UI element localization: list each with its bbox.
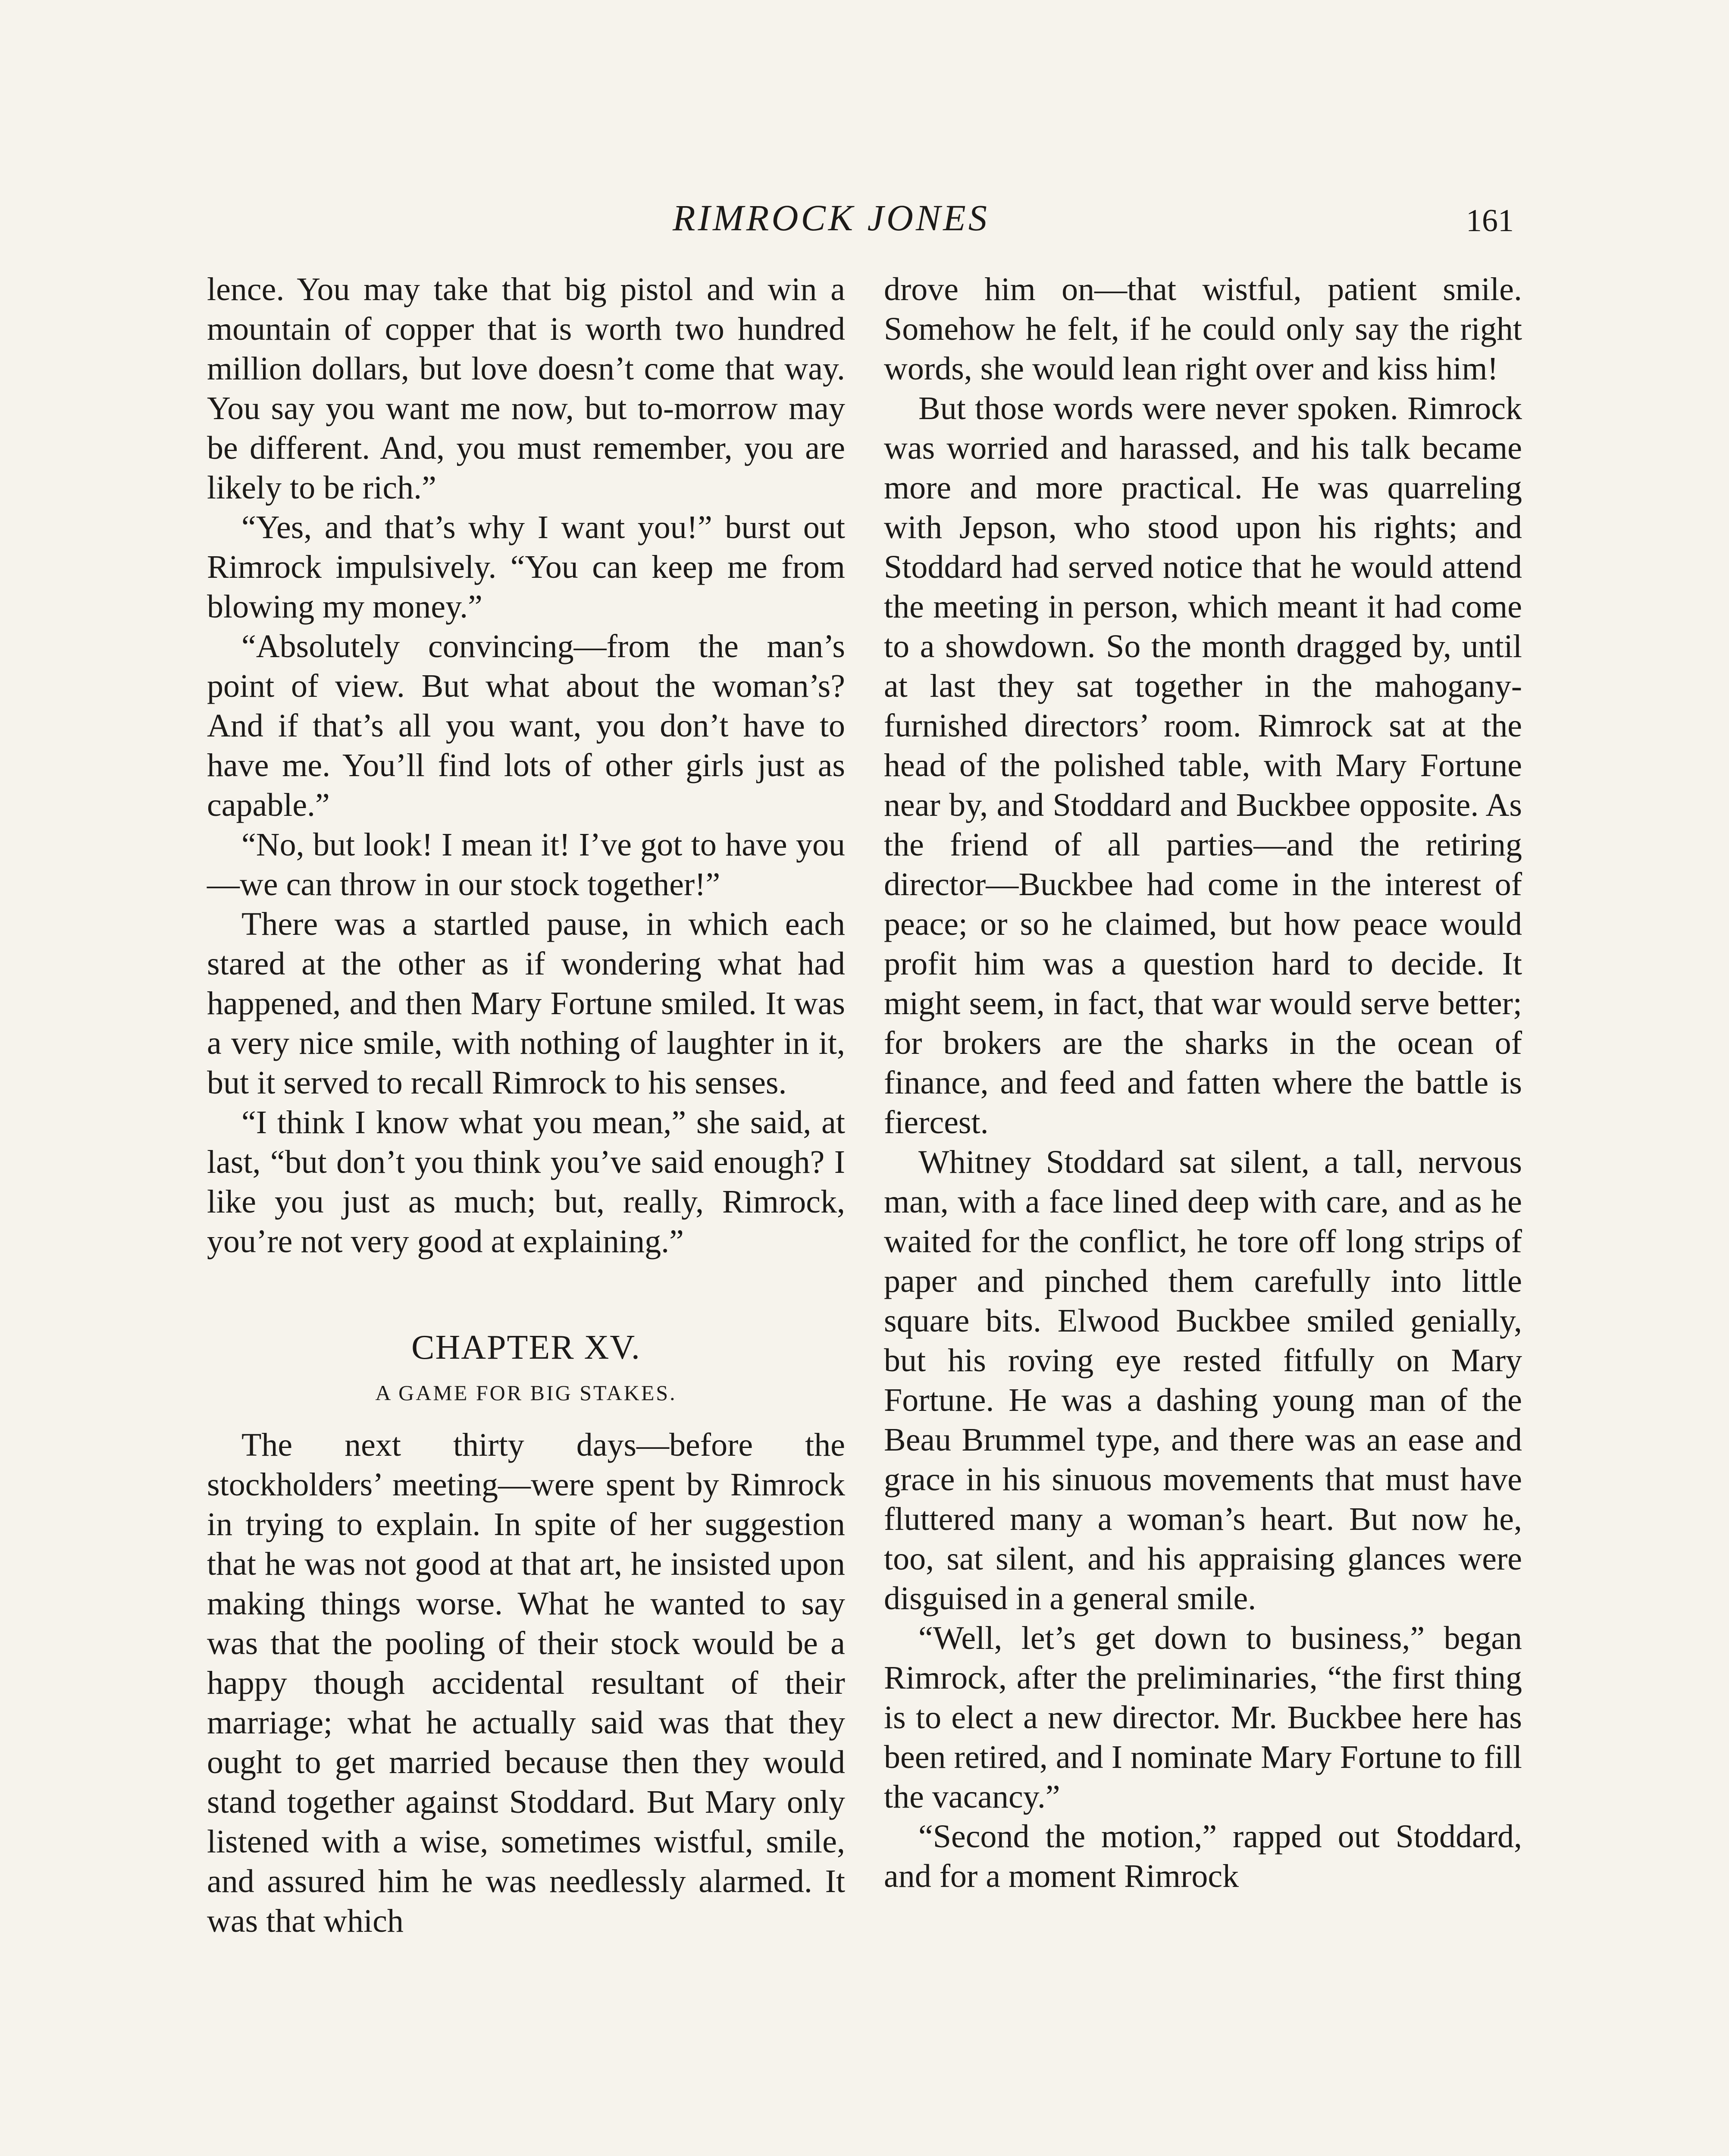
paragraph: Whitney Stoddard sat silent, a tall, nervous man, with a face lined deep with care, and as he waited for the conflict, he tore off long strips of paper and pinched them carefully into little square bits. Elwood Buckbee smiled genially, but his roving eye rested fitfully on Mary Fortune. He was a dashing young man of the Beau Brummel type, and there was an ease and grace in his sinuous movements that must have fluttered many a woman’s heart. But now he, too, sat silent, and his appraising glances were disguised in a general smile.: [884, 1144, 1522, 1617]
running-title: RIMROCK JONES: [673, 197, 990, 238]
chapter-heading: CHAPTER XV.: [411, 1329, 641, 1366]
paragraph: “No, but look! I mean it! I’ve got to have you—we can throw in our stock together!”: [207, 827, 845, 903]
chapter-subtitle: A GAME FOR BIG STAKES.: [375, 1381, 677, 1405]
paragraph: “Second the motion,” rapped out Stoddard, and for a moment Rimrock: [884, 1818, 1522, 1894]
paragraph: “Well, let’s get down to business,” began Rimrock, after the preliminaries, “the first thing is to elect a new director. Mr. Buckbee here has been retired, and I nominate Mary Fortune to fill the vacancy.”: [884, 1620, 1522, 1815]
paragraph: But those words were never spoken. Rimrock was worried and harassed, and his talk became more and more practical. He was quarreling with Jepson, who stood upon his rights; and Stoddard had served notice that he would attend the meeting in person, which meant it had come to a showdown. So the month dragged by, until at last they sat together in the mahogany-furnished directors’ room. Rimrock sat at the head of the polished table, with Mary Fortune near by, and Stoddard and Buckbee opposite. As the friend of all parties—and the retiring director—Buckbee had come in the interest of peace; or so he claimed, but how peace would profit him was a question hard to decide. It might seem, in fact, that war would serve better; for brokers are the sharks in the ocean of finance, and feed and fatten where the battle is fiercest.: [884, 390, 1522, 1141]
paragraph: drove him on—that wistful, patient smile. Somehow he felt, if he could only say the right words, she would lean right over and kiss him!: [884, 271, 1522, 387]
paragraph: “Absolutely convincing—from the man’s point of view. But what about the woman’s? And if that’s all you want, you don’t have to have me. You’ll find lots of other girls just as capable.”: [207, 628, 845, 823]
paragraph: The next thirty days—before the stockholders’ meeting—were spent by Rimrock in trying to explain. In spite of her suggestion that he was not good at that art, he insisted upon making things worse. What he wanted to say was that the pooling of their stock would be a happy though accidental resultant of their marriage; what he actually said was that they ought to get married because then they would stand together against Stoddard. But Mary only listened with a wise, sometimes wistful, smile, and assured him he was needlessly alarmed. It was that which: [207, 1427, 845, 1939]
paragraph: “I think I know what you mean,” she said, at last, “but don’t you think you’ve said enough? I like you just as much; but, really, Rimrock, you’re not very good at explaining.”: [207, 1104, 845, 1260]
paragraph: There was a startled pause, in which each stared at the other as if wondering what had happened, and then Mary Fortune smiled. It was a very nice smile, with nothing of laughter in it, but it served to recall Rimrock to his senses.: [207, 906, 845, 1101]
paragraph: “Yes, and that’s why I want you!” burst out Rimrock impulsively. “You can keep me from blowing my money.”: [207, 509, 845, 625]
left-column: [207, 270, 845, 1941]
right-column: [884, 270, 1522, 1896]
paragraph: lence. You may take that big pistol and win a mountain of copper that is worth two hundred million dollars, but love doesn’t come that way. You say you want me now, but to-morrow may be different. And, you must remember, you are likely to be rich.”: [207, 271, 845, 506]
page-number: 161: [1466, 203, 1514, 238]
